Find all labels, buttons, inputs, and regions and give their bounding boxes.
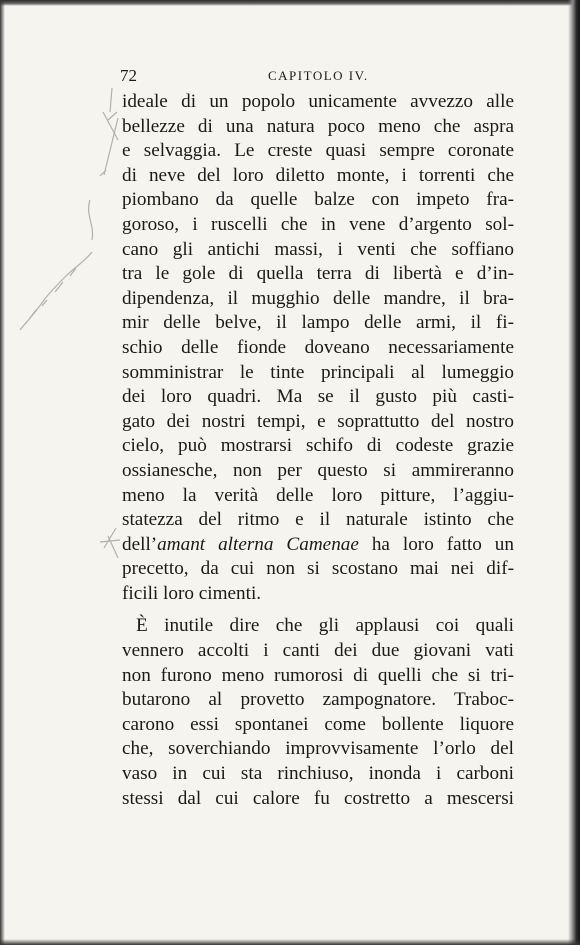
text-line: vennero accolti i canti dei due giovani vati [122, 640, 514, 662]
text-line: cielo, può mostrarsi schifo di codeste grazie [122, 435, 514, 457]
text-line: somministrar le tinte principali al lumeggio [122, 361, 514, 383]
text-line: precetto, da cui non si scostano mai nei dif- [122, 558, 514, 580]
text-line: schio delle fionde doveano necessariamente [122, 336, 514, 358]
text-line: mir delle belve, il lampo delle armi, il fi- [122, 312, 514, 334]
text-line: statezza del ritmo e il naturale istinto che [122, 509, 514, 531]
text-line: È inutile dire che gli applausi coi quali [136, 615, 514, 637]
text-line: gato dei nostri tempi, e soprattutto del nostro [122, 410, 514, 432]
text-line: ficili loro cimenti. [122, 582, 262, 604]
text-line: butarono al provetto zampognatore. Traboc- [122, 689, 514, 711]
text-line: ossianesche, non per questo si ammireranno [122, 459, 514, 481]
text-line: ideale di un popolo unicamente avvezzo alle [122, 91, 514, 112]
pencil-marginalia [0, 0, 130, 945]
line-prefix: dell’ [122, 533, 158, 555]
page-number: 72 [120, 66, 137, 85]
text-line: bellezze di una natura poco meno che aspra [122, 115, 514, 137]
text-line: di neve del loro diletto monte, i torrenti che [122, 164, 514, 186]
text-line [122, 533, 514, 558]
body-text [122, 90, 514, 811]
scan-edge-left [0, 0, 5, 945]
text-line: che, soverchiando improvvisamente l’orlo del [122, 738, 514, 760]
text-line: goroso, i ruscelli che in vene d’argento sol- [122, 213, 514, 235]
text-line: stessi dal cui calore fu costretto a mescersi [122, 787, 514, 809]
scan-edge-bottom [0, 939, 580, 945]
text-line: cano gli antichi massi, i venti che soffiano [122, 238, 514, 260]
latin-quotation: amant alterna Camenae [157, 533, 359, 555]
text-line: piombano da quelle balze con impeto fra- [122, 189, 514, 211]
paragraph-1-tail [122, 557, 514, 606]
paragraph-gap [122, 606, 514, 614]
text-line: tra le gole di quella terra di libertà e d’in- [122, 263, 514, 285]
text-line: meno la verità delle loro pitture, l’aggiu- [122, 484, 514, 506]
scan-edge-top [0, 0, 580, 6]
page-header [120, 66, 512, 88]
paragraph-2 [122, 614, 514, 811]
text-line: dipendenza, il mugghio delle mandre, il bra- [122, 287, 514, 309]
running-head: CAPITOLO IV. [268, 68, 369, 83]
paragraph-1 [122, 90, 514, 533]
scan-edge-right [568, 0, 580, 945]
text-line: carono essi spontanei come bollente liquore [122, 713, 514, 735]
line-suffix: ha loro fatto un [358, 533, 514, 555]
text-line: e selvaggia. Le creste quasi sempre coronate [122, 140, 514, 162]
text-line: dei loro quadri. Ma se il gusto più casti- [122, 386, 514, 408]
text-line: vaso in cui sta rinchiuso, inonda i carboni [122, 763, 514, 785]
text-line: non furono meno rumorosi di quelli che si tri- [122, 664, 514, 686]
